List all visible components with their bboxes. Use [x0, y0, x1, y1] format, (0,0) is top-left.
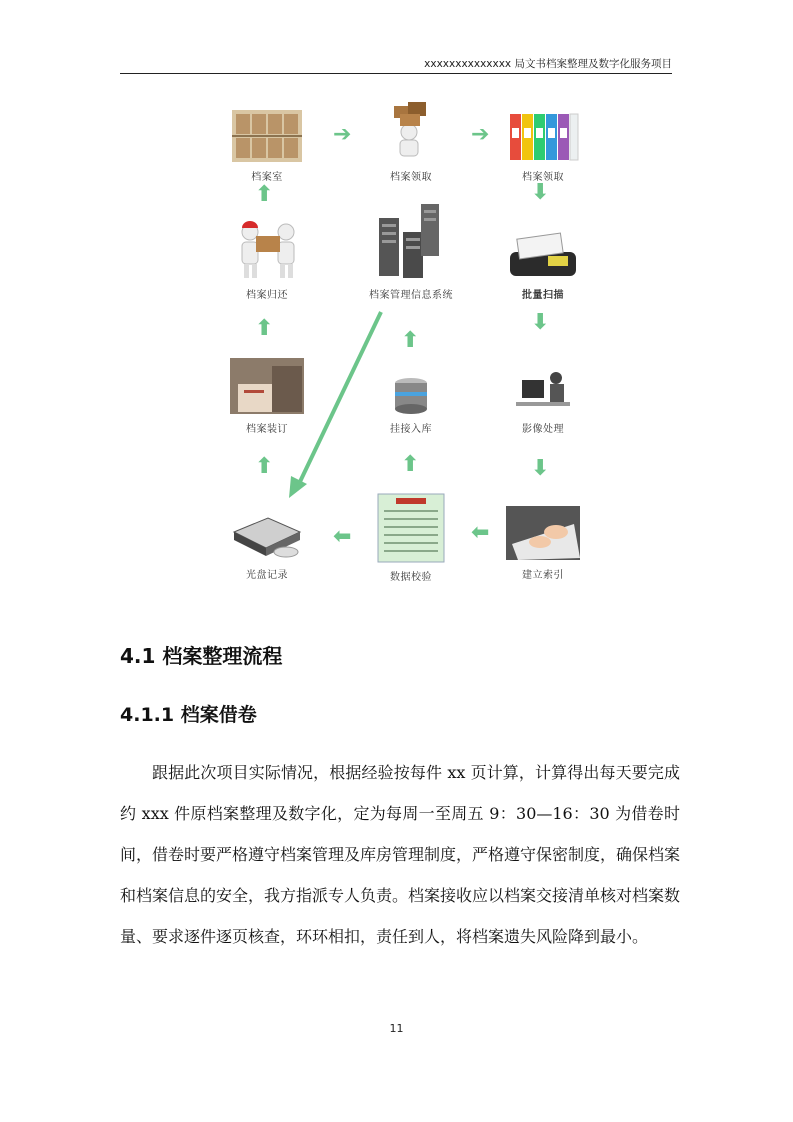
body-paragraph: 跟据此次项目实际情况，根据经验按每件 xx 页计算，计算得出每天要完成约 xxx 件原档案整理及数字化，定为每周一至周五 9：30—16：30 为借卷时间，借卷时要严格遵守档案管理及库房管理制度，严格遵守保密制度，确保档案和档案信息的安全，我方指派专人负责。档案接收应以档案交接清单核对档案数量、要求逐件逐页核查，环环相扣，责任到人，将档案遗失风险降到最小。 [120, 763, 681, 946]
node-label: 数据校验 [390, 572, 432, 583]
node-label: 挂接入库 [390, 424, 432, 435]
arrow-down-icon: ⬇ [531, 310, 550, 335]
arrow-down-icon: ⬇ [531, 456, 550, 481]
arrow-left-icon: ⬅ [471, 520, 490, 545]
arrow-up-icon: ⬆ [255, 182, 274, 207]
workflow-diagram [175, 92, 645, 592]
arrow-down-icon: ⬇ [531, 180, 550, 205]
node-label: 光盘记录 [246, 570, 288, 581]
node-label: 档案装订 [246, 424, 288, 435]
header-rule [120, 73, 672, 74]
arrow-right-icon: ➔ [333, 122, 352, 147]
arrow-up-icon: ⬆ [401, 328, 420, 353]
node-label: 档案领取 [390, 172, 432, 183]
diagonal-arrow-icon [175, 92, 645, 592]
node-label: 档案归还 [246, 290, 288, 301]
node-label: 批量扫描 [522, 290, 564, 301]
subsection-heading: 4.1.1 档案借卷 [120, 704, 257, 726]
section-heading: 4.1 档案整理流程 [120, 644, 283, 668]
arrow-up-icon: ⬆ [255, 316, 274, 341]
page-header: xxxxxxxxxxxxxx 局文书档案整理及数字化服务项目 [424, 58, 672, 70]
arrow-left-icon: ⬅ [333, 524, 352, 549]
node-label: 档案管理信息系统 [369, 290, 453, 301]
node-label: 建立索引 [522, 570, 564, 581]
node-label: 影像处理 [522, 424, 564, 435]
node-label: 档案领取 [522, 172, 564, 183]
node-label: 档案室 [251, 172, 283, 183]
arrow-right-icon: ➔ [471, 122, 490, 147]
page-number: 11 [389, 1022, 404, 1035]
arrow-up-icon: ⬆ [401, 452, 420, 477]
arrow-up-icon: ⬆ [255, 454, 274, 479]
